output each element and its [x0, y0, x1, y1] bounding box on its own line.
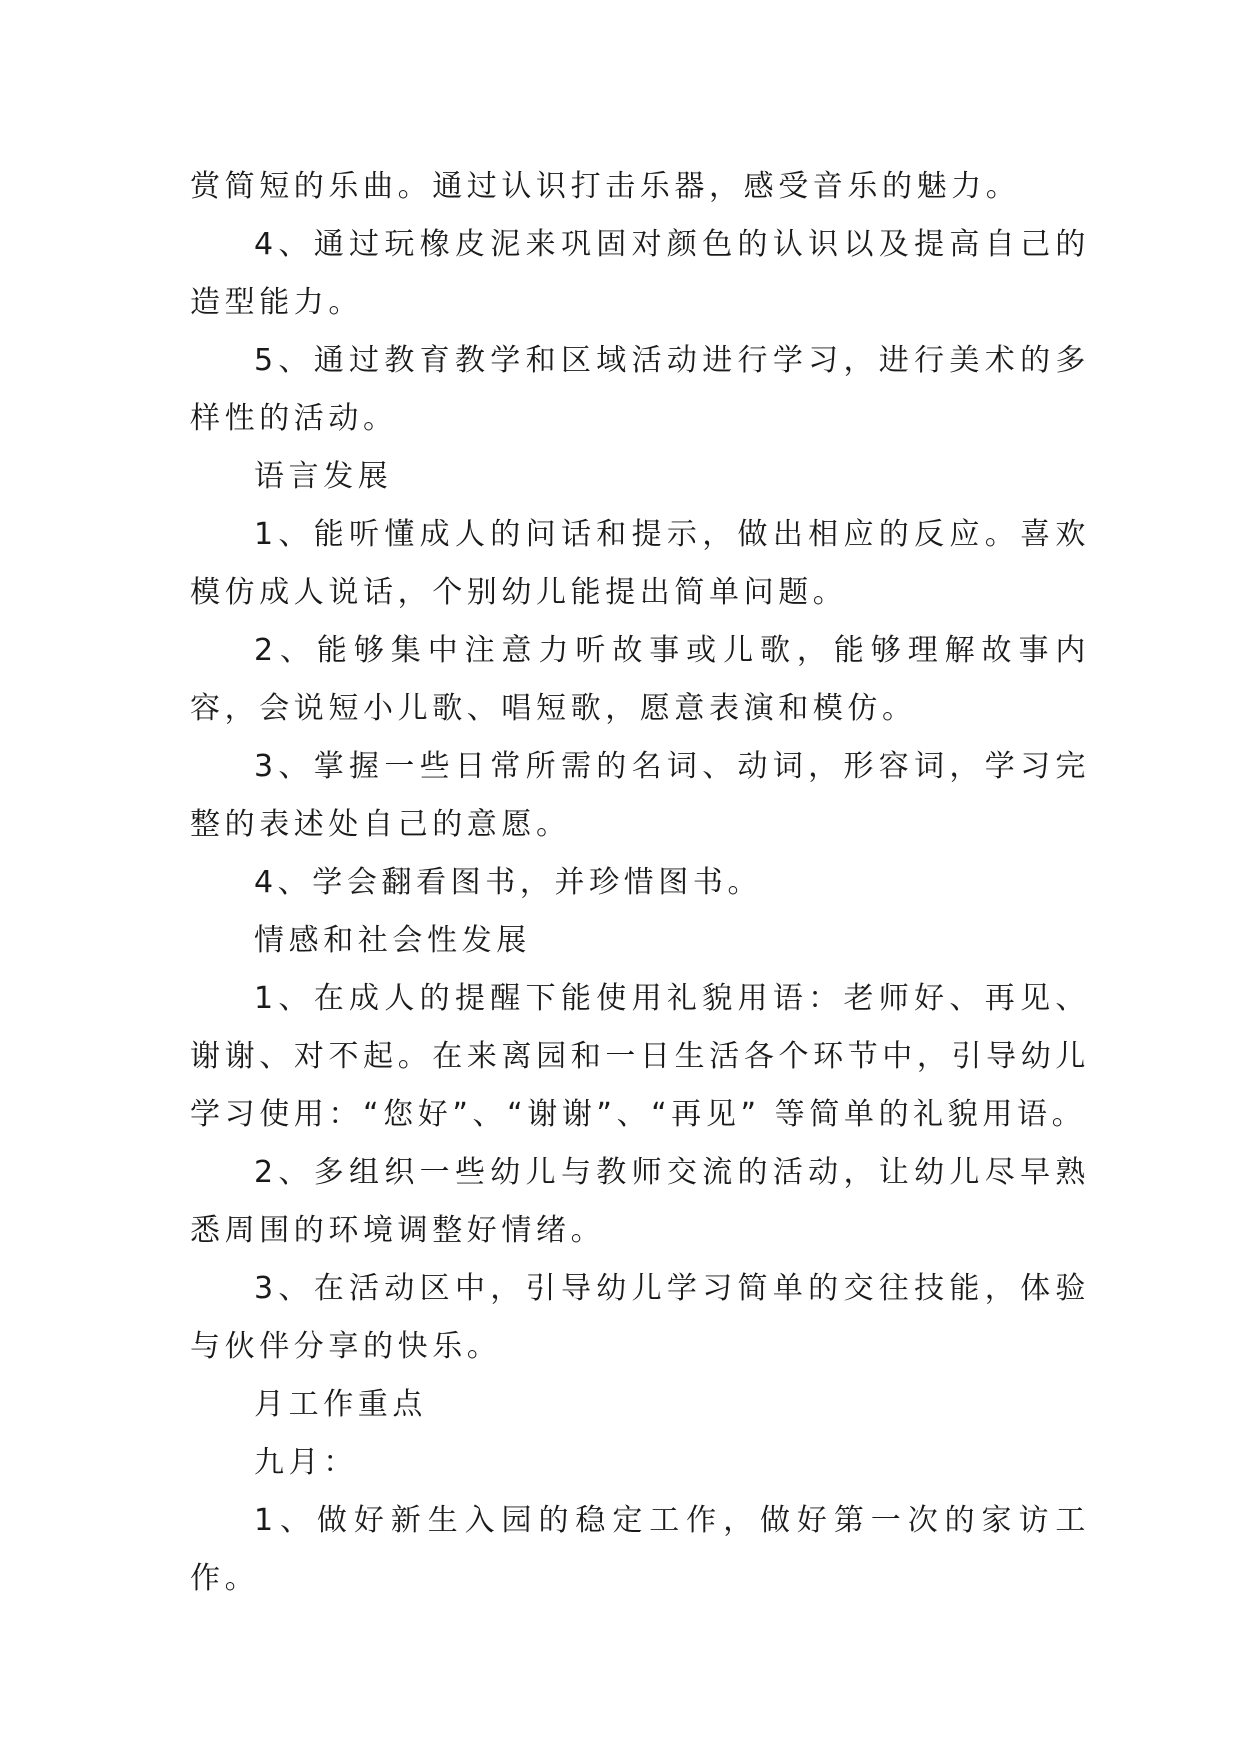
- paragraph-social-1: 1、在成人的提醒下能使用礼貌用语：老师好、再见、谢谢、对不起。在来离园和一日生活各个环节中，引导幼儿学习使用：“您好”、“谢谢”、“再见” 等简单的礼貌用语。: [190, 981, 1090, 1132]
- paragraph-art-5: 5、通过教育教学和区域活动进行学习，进行美术的多样性的活动。: [190, 343, 1090, 436]
- paragraph-social-2: 2、多组织一些幼儿与教师交流的活动，让幼儿尽早熟悉周围的环境调整好情绪。: [190, 1155, 1090, 1248]
- paragraph-september-1: 1、做好新生入园的稳定工作，做好第一次的家访工作。: [190, 1503, 1090, 1596]
- section-heading-monthly: 月工作重点: [254, 1387, 427, 1422]
- paragraph-language-4: 4、学会翻看图书，并珍惜图书。: [254, 865, 763, 900]
- month-heading-september: 九月：: [254, 1445, 358, 1480]
- paragraph-music-continuation: 赏简短的乐曲。通过认识打击乐器，感受音乐的魅力。: [190, 169, 1021, 204]
- paragraph-language-3: 3、掌握一些日常所需的名词、动词，形容词，学习完整的表述处自己的意愿。: [190, 749, 1090, 842]
- paragraph-language-1: 1、能听懂成人的问话和提示，做出相应的反应。喜欢模仿成人说话，个别幼儿能提出简单问题。: [190, 517, 1090, 610]
- section-heading-social: 情感和社会性发展: [254, 923, 531, 958]
- section-heading-language: 语言发展: [254, 459, 393, 494]
- paragraph-social-3: 3、在活动区中，引导幼儿学习简单的交往技能，体验与伙伴分享的快乐。: [190, 1271, 1090, 1364]
- paragraph-art-4: 4、通过玩橡皮泥来巩固对颜色的认识以及提高自己的造型能力。: [190, 227, 1090, 320]
- paragraph-language-2: 2、能够集中注意力听故事或儿歌，能够理解故事内容，会说短小儿歌、唱短歌，愿意表演和模仿。: [190, 633, 1090, 726]
- document-body: [190, 158, 1090, 1608]
